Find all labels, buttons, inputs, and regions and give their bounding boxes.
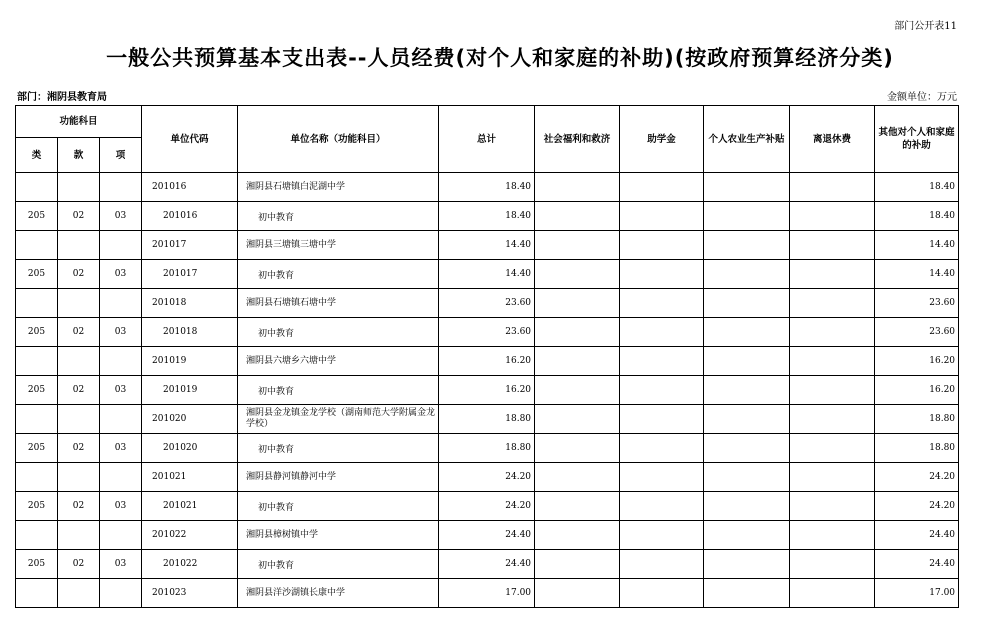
welfare-cell	[535, 579, 620, 608]
kuan-cell	[58, 173, 100, 202]
retirement-cell	[790, 550, 875, 579]
xiang-cell	[100, 405, 142, 434]
unit-code-header: 单位代码	[142, 106, 238, 173]
welfare-cell	[535, 260, 620, 289]
other-subsidy-cell: 24.20	[875, 463, 959, 492]
unit-name-header: 单位名称（功能科目）	[238, 106, 439, 173]
unit-name-cell: 初中教育	[238, 376, 439, 405]
grant-cell	[620, 434, 704, 463]
lei-cell: 205	[16, 318, 58, 347]
xiang-cell	[100, 463, 142, 492]
grant-cell	[620, 521, 704, 550]
grant-cell	[620, 173, 704, 202]
kuan-cell	[58, 463, 100, 492]
table-row	[16, 492, 959, 521]
unit-code-cell: 201019	[142, 376, 238, 405]
table-row	[16, 550, 959, 579]
unit-code-cell: 201016	[142, 173, 238, 202]
retirement-cell	[790, 376, 875, 405]
retirement-cell	[790, 318, 875, 347]
retirement-header: 离退休费	[790, 106, 875, 173]
total-cell: 17.00	[439, 579, 535, 608]
total-cell: 18.80	[439, 434, 535, 463]
total-cell: 14.40	[439, 231, 535, 260]
farm-subsidy-cell	[704, 173, 790, 202]
grant-cell	[620, 260, 704, 289]
retirement-cell	[790, 289, 875, 318]
other-subsidy-cell: 18.40	[875, 173, 959, 202]
amount-unit-label: 金额单位：万元	[887, 92, 957, 103]
unit-name-cell: 湘阴县金龙镇金龙学校（湖南师范大学附属金龙学校）	[238, 405, 439, 434]
other-subsidy-cell: 24.40	[875, 550, 959, 579]
table-row	[16, 231, 959, 260]
welfare-cell	[535, 202, 620, 231]
kuan-cell	[58, 347, 100, 376]
kuan-cell	[58, 579, 100, 608]
other-subsidy-cell: 16.20	[875, 376, 959, 405]
unit-name-cell: 湘阴县三塘镇三塘中学	[238, 231, 439, 260]
table-row	[16, 173, 959, 202]
welfare-cell	[535, 434, 620, 463]
table-row	[16, 579, 959, 608]
xiang-cell: 03	[100, 376, 142, 405]
kuan-cell	[58, 289, 100, 318]
total-cell: 18.80	[439, 405, 535, 434]
farm-subsidy-cell	[704, 521, 790, 550]
kuan-cell: 02	[58, 492, 100, 521]
xiang-cell: 03	[100, 260, 142, 289]
farm-subsidy-header: 个人农业生产补贴	[704, 106, 790, 173]
other-subsidy-cell: 23.60	[875, 318, 959, 347]
total-cell: 16.20	[439, 376, 535, 405]
unit-name-cell: 初中教育	[238, 318, 439, 347]
farm-subsidy-cell	[704, 318, 790, 347]
other-subsidy-cell: 23.60	[875, 289, 959, 318]
kuan-cell	[58, 405, 100, 434]
lei-cell: 205	[16, 202, 58, 231]
other-subsidy-cell: 18.80	[875, 434, 959, 463]
farm-subsidy-cell	[704, 231, 790, 260]
xiang-cell	[100, 289, 142, 318]
expenditure-table	[15, 105, 959, 608]
lei-cell	[16, 463, 58, 492]
farm-subsidy-cell	[704, 347, 790, 376]
farm-subsidy-cell	[704, 550, 790, 579]
kuan-cell: 02	[58, 376, 100, 405]
welfare-header: 社会福利和救济	[535, 106, 620, 173]
func-subject-header: 功能科目	[16, 106, 142, 138]
grant-cell	[620, 492, 704, 521]
unit-code-cell: 201023	[142, 579, 238, 608]
unit-name-cell: 初中教育	[238, 434, 439, 463]
farm-subsidy-cell	[704, 405, 790, 434]
total-cell: 18.40	[439, 173, 535, 202]
other-subsidy-cell: 14.40	[875, 260, 959, 289]
unit-name-cell: 湘阴县洋沙湖镇长康中学	[238, 579, 439, 608]
unit-code-cell: 201020	[142, 434, 238, 463]
retirement-cell	[790, 463, 875, 492]
lei-cell: 205	[16, 434, 58, 463]
unit-code-cell: 201022	[142, 521, 238, 550]
unit-name-cell: 初中教育	[238, 492, 439, 521]
farm-subsidy-cell	[704, 434, 790, 463]
table-row	[16, 289, 959, 318]
unit-code-cell: 201022	[142, 550, 238, 579]
total-cell: 24.40	[439, 550, 535, 579]
unit-code-cell: 201018	[142, 318, 238, 347]
farm-subsidy-cell	[704, 463, 790, 492]
kuan-cell: 02	[58, 260, 100, 289]
welfare-cell	[535, 492, 620, 521]
kuan-cell: 02	[58, 202, 100, 231]
xiang-cell	[100, 173, 142, 202]
grant-cell	[620, 318, 704, 347]
lei-cell	[16, 347, 58, 376]
grant-header: 助学金	[620, 106, 704, 173]
farm-subsidy-cell	[704, 289, 790, 318]
unit-code-cell: 201018	[142, 289, 238, 318]
unit-name-cell: 湘阴县六塘乡六塘中学	[238, 347, 439, 376]
unit-name-cell: 湘阴县石塘镇白泥湖中学	[238, 173, 439, 202]
kuan-cell: 02	[58, 434, 100, 463]
retirement-cell	[790, 434, 875, 463]
lei-cell	[16, 521, 58, 550]
lei-cell	[16, 579, 58, 608]
unit-code-cell: 201017	[142, 260, 238, 289]
table-ref-label: 部门公开表11	[894, 21, 957, 32]
unit-name-cell: 初中教育	[238, 550, 439, 579]
table-row	[16, 376, 959, 405]
table-row	[16, 347, 959, 376]
unit-code-cell: 201019	[142, 347, 238, 376]
total-cell: 23.60	[439, 318, 535, 347]
other-subsidy-cell: 18.40	[875, 202, 959, 231]
total-cell: 24.20	[439, 463, 535, 492]
xiang-cell	[100, 347, 142, 376]
table-row	[16, 463, 959, 492]
xiang-cell: 03	[100, 318, 142, 347]
unit-name-cell: 湘阴县樟树镇中学	[238, 521, 439, 550]
welfare-cell	[535, 463, 620, 492]
kuan-cell: 02	[58, 318, 100, 347]
lei-cell	[16, 405, 58, 434]
grant-cell	[620, 376, 704, 405]
grant-cell	[620, 231, 704, 260]
lei-cell: 205	[16, 260, 58, 289]
retirement-cell	[790, 579, 875, 608]
welfare-cell	[535, 521, 620, 550]
welfare-cell	[535, 347, 620, 376]
retirement-cell	[790, 173, 875, 202]
unit-code-cell: 201021	[142, 492, 238, 521]
farm-subsidy-cell	[704, 579, 790, 608]
other-subsidy-cell: 24.40	[875, 521, 959, 550]
xiang-cell: 03	[100, 492, 142, 521]
welfare-cell	[535, 173, 620, 202]
lei-cell: 205	[16, 376, 58, 405]
xiang-cell	[100, 579, 142, 608]
xiang-cell: 03	[100, 434, 142, 463]
unit-name-cell: 初中教育	[238, 260, 439, 289]
total-cell: 18.40	[439, 202, 535, 231]
other-subsidy-cell: 16.20	[875, 347, 959, 376]
welfare-cell	[535, 318, 620, 347]
total-cell: 24.40	[439, 521, 535, 550]
table-row	[16, 260, 959, 289]
lei-cell: 205	[16, 550, 58, 579]
kuan-cell	[58, 521, 100, 550]
retirement-cell	[790, 202, 875, 231]
farm-subsidy-cell	[704, 376, 790, 405]
unit-code-cell: 201021	[142, 463, 238, 492]
grant-cell	[620, 347, 704, 376]
xiang-cell	[100, 231, 142, 260]
unit-code-cell: 201020	[142, 405, 238, 434]
lei-cell: 205	[16, 492, 58, 521]
farm-subsidy-cell	[704, 492, 790, 521]
unit-name-cell: 初中教育	[238, 202, 439, 231]
kuan-header: 款	[58, 138, 100, 173]
department-label: 部门：湘阴县教育局	[17, 92, 107, 103]
other-subsidy-cell: 18.80	[875, 405, 959, 434]
total-cell: 16.20	[439, 347, 535, 376]
xiang-cell: 03	[100, 550, 142, 579]
lei-cell	[16, 173, 58, 202]
farm-subsidy-cell	[704, 260, 790, 289]
xiang-cell	[100, 521, 142, 550]
page-title: 一般公共预算基本支出表--人员经费(对个人和家庭的补助)(按政府预算经济分类)	[106, 46, 894, 70]
xiang-header: 项	[100, 138, 142, 173]
total-cell: 24.20	[439, 492, 535, 521]
welfare-cell	[535, 550, 620, 579]
lei-header: 类	[16, 138, 58, 173]
lei-cell	[16, 231, 58, 260]
retirement-cell	[790, 521, 875, 550]
welfare-cell	[535, 231, 620, 260]
grant-cell	[620, 579, 704, 608]
grant-cell	[620, 289, 704, 318]
other-subsidy-cell: 17.00	[875, 579, 959, 608]
xiang-cell: 03	[100, 202, 142, 231]
unit-name-cell: 湘阴县石塘镇石塘中学	[238, 289, 439, 318]
other-subsidy-header: 其他对个人和家庭的补助	[875, 106, 959, 173]
retirement-cell	[790, 492, 875, 521]
total-cell: 23.60	[439, 289, 535, 318]
total-header: 总计	[439, 106, 535, 173]
table-row	[16, 318, 959, 347]
grant-cell	[620, 202, 704, 231]
table-row	[16, 405, 959, 434]
retirement-cell	[790, 405, 875, 434]
welfare-cell	[535, 376, 620, 405]
welfare-cell	[535, 405, 620, 434]
retirement-cell	[790, 260, 875, 289]
table-row	[16, 434, 959, 463]
table-row	[16, 521, 959, 550]
total-cell: 14.40	[439, 260, 535, 289]
other-subsidy-cell: 14.40	[875, 231, 959, 260]
welfare-cell	[535, 289, 620, 318]
unit-name-cell: 湘阴县静河镇静河中学	[238, 463, 439, 492]
unit-code-cell: 201017	[142, 231, 238, 260]
farm-subsidy-cell	[704, 202, 790, 231]
retirement-cell	[790, 231, 875, 260]
unit-code-cell: 201016	[142, 202, 238, 231]
lei-cell	[16, 289, 58, 318]
retirement-cell	[790, 347, 875, 376]
grant-cell	[620, 463, 704, 492]
grant-cell	[620, 405, 704, 434]
kuan-cell	[58, 231, 100, 260]
other-subsidy-cell: 24.20	[875, 492, 959, 521]
kuan-cell: 02	[58, 550, 100, 579]
table-row	[16, 202, 959, 231]
grant-cell	[620, 550, 704, 579]
